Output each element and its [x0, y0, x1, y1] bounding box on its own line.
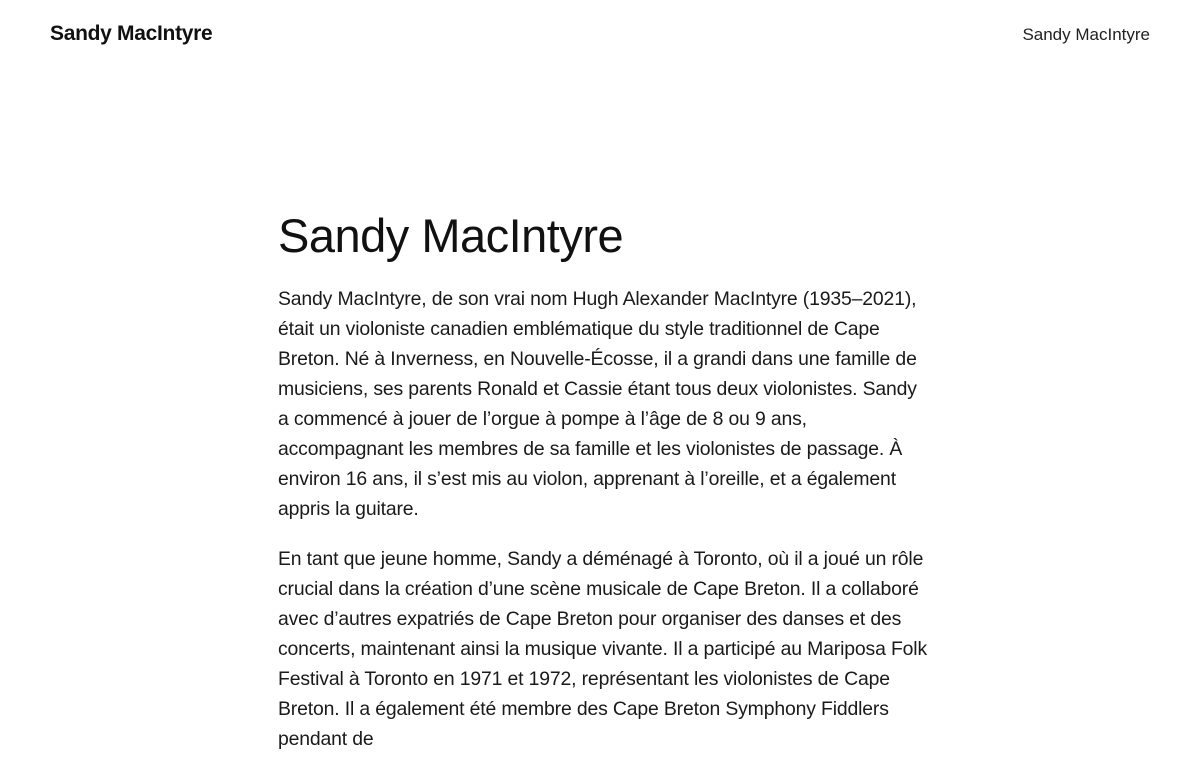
site-header	[0, 0, 1200, 72]
nav-link-sandy-macintyre[interactable]: Sandy MacIntyre	[1022, 25, 1150, 44]
paragraph-toronto: En tant que jeune homme, Sandy a déménagé à Toronto, où il a joué un rôle crucial dans la création d’une scène musicale de Cape Breton. Il a collaboré avec d’autres expatriés de Cape Breton pour organiser des danses et des concerts, maintenant ainsi la musique vivante. Il a participé au Mariposa Folk Festival à Toronto en 1971 et 1972, représentant les violonistes de Cape Breton. Il a également été membre des Cape Breton Symphony Fiddlers pendant de	[278, 548, 927, 750]
main-content	[278, 206, 930, 774]
paragraph-intro: Sandy MacIntyre, de son vrai nom Hugh Alexander MacIntyre (1935–2021), était un violoniste canadien emblématique du style traditionnel de Cape Breton. Né à Inverness, en Nouvelle-Écosse, il a grandi dans une famille de musiciens, ses parents Ronald et Cassie étant tous deux violonistes. Sandy a commencé à jouer de l’orgue à pompe à l’âge de 8 ou 9 ans, accompagnant les membres de sa famille et les violonistes de passage. À environ 16 ans, il s’est mis au violon, apprenant à l’oreille, et a également appris la guitare.	[278, 288, 917, 520]
site-title-link[interactable]: Sandy MacIntyre	[50, 22, 213, 45]
page-title: Sandy MacIntyre	[278, 209, 624, 262]
